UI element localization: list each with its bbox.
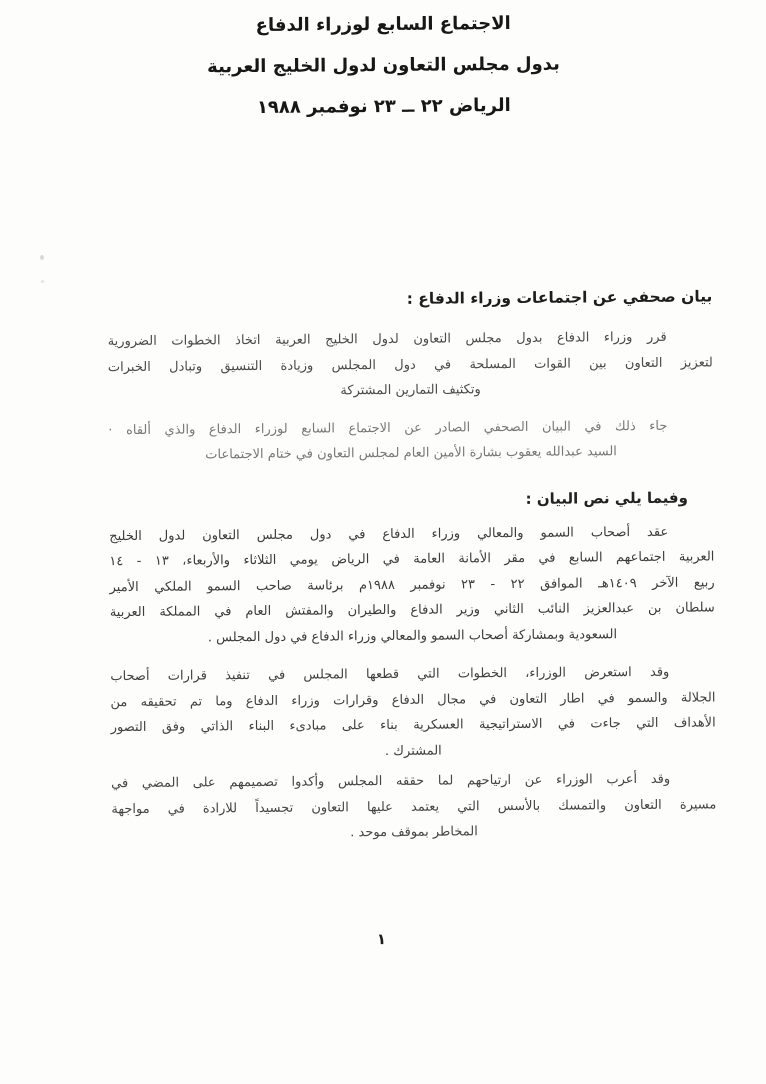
press-release-heading: بيان صحفي عن اجتماعات وزراء الدفاع :: [406, 287, 713, 308]
intro-line-2: لتعزيز التعاون بين القوات المسلحة في دول المجلس وزيادة التنسيق وتبادل الخبرات: [107, 354, 713, 375]
statement-paragraph-3: [111, 766, 717, 847]
statement-p3-line-1: وقد أعرب الوزراء عن ارتياحهم لما حققه المجلس وأكدوا تصميمهم على المضي في: [111, 771, 671, 792]
statement-paragraph-2: [110, 659, 716, 766]
title-place-date: الرياض ٢٢ ــ ٢٣ نوفمبر ١٩٨٨: [256, 95, 511, 118]
attribution-line-1: جاء ذلك في البيان الصحفي الصادر عن الاجتماع السابع لوزراء الدفاع والذي ألقاه ·: [108, 418, 668, 438]
statement-p1-line-1: عقد أصحاب السمو والمعالي وزراء الدفاع في دول مجلس التعاون لدول الخليج: [109, 524, 669, 544]
intro-paragraph: [108, 324, 714, 405]
title-meeting-name: الاجتماع السابع لوزراء الدفاع: [255, 12, 511, 37]
statement-p1-line-4: سلطان بن عبدالعزيز النائب الثاني وزير الدفاع والطيران والمفتش العام في المملكة العربية: [109, 600, 715, 621]
title-organization: بدول مجلس التعاون لدول الخليج العربية: [207, 53, 560, 78]
intro-line-1: قرر وزراء الدفاع بدول مجلس التعاون لدول الخليج العربية اتخاذ الخطوات الضرورية: [107, 329, 667, 350]
statement-paragraph-1: [109, 519, 715, 651]
document-title-block: [0, 1, 766, 130]
attribution-line-2: السيد عبدالله يعقوب بشارة الأمين العام لمجلس التعاون في ختام الاجتماعات: [205, 444, 617, 463]
statement-p3-line-2: مسيرة التعاون والتمسك بالأسس التي يعتمد عليها التعاون تجسيداً للارادة في مواجهة: [111, 796, 717, 817]
statement-lead-heading: وفيما يلي نص البيان :: [525, 488, 688, 508]
statement-p1-line-5: السعودية وبمشاركة أصحاب السمو والمعالي وزراء الدفاع في دول المجلس .: [207, 626, 618, 645]
statement-p2-line-1: وقد استعرض الوزراء، الخطوات التي قطعها المجلس في تنفيذ قرارات أصحاب: [110, 664, 670, 685]
attribution-paragraph: [108, 413, 713, 469]
intro-line-3: وتكثيف التمارين المشتركة: [340, 382, 481, 399]
page-number: ١: [376, 930, 387, 949]
document-body: [107, 284, 716, 847]
statement-p1-line-2: العربية اجتماعهم السابع في مقر الأمانة العامة في الرياض يومي الثلاثاء والأربعاء، ١٣ - ١٤: [109, 549, 715, 570]
statement-p3-line-3: المخاطر بموقف موحد .: [350, 824, 478, 841]
statement-p1-line-3: ربيع الآخر ١٤٠٩هـ الموافق ٢٢ - ٢٣ نوفمبر ١٩٨٨م برئاسة صاحب السمو الملكي الأمير: [109, 574, 715, 595]
statement-p2-line-2: الجلالة والسمو في اطار التعاون في مجال الدفاع وقرارات وزراء الدفاع وما تم تحقيقه من: [110, 689, 716, 710]
statement-p2-line-3: الأهداف التي جاءت في الاستراتيجية العسكرية بناء على مبادىء البناء الذاتي وفق التصور: [110, 715, 716, 736]
statement-p2-line-4: المشترك .: [384, 743, 442, 759]
